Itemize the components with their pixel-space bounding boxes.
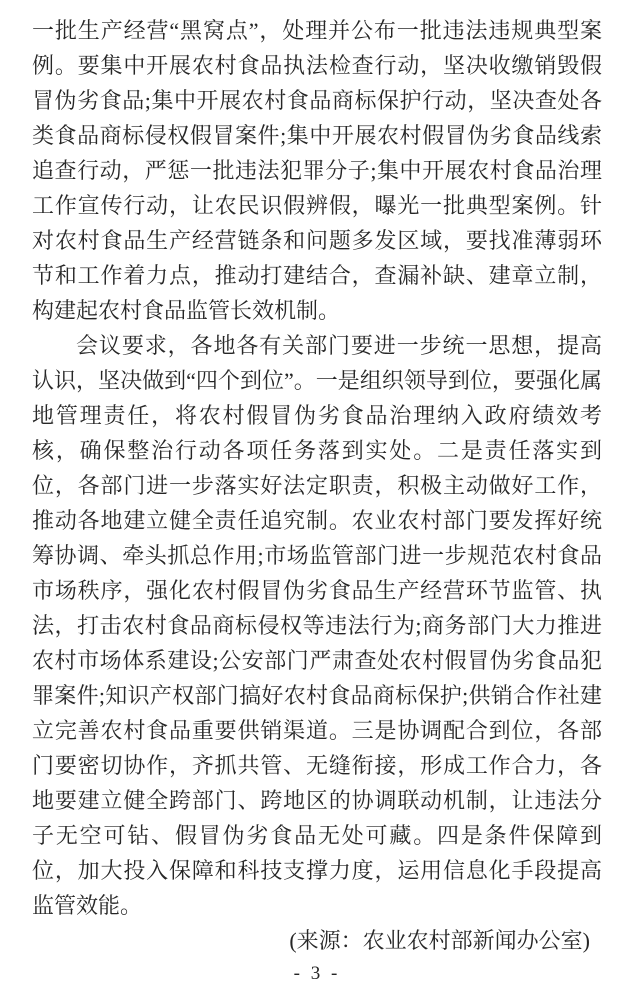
body-paragraph-1: 一批生产经营“黑窝点”，处理并公布一批违法违规典型案例。要集中开展农村食品执法检查行动，坚决收缴销毁假冒伪劣食品;集中开展农村食品商标保护行动，坚决查处各类食品商标侵权假冒案件;集中开展农村假冒伪劣食品线索追查行动，严惩一批违法犯罪分子;集中开展农村食品治理工作宣传行动，让农民识假辨假，曝光一批典型案例。针对农村食品生产经营链条和问题多发区域，要找准薄弱环节和工作着力点，推动打建结合，查漏补缺、建章立制，构建起农村食品监管长效机制。 (32, 18, 602, 323)
page-number: - 3 - (293, 963, 341, 984)
body-paragraph-2: 会议要求，各地各有关部门要进一步统一思想，提高认识，坚决做到“四个到位”。一是组织领导到位，要强化属地管理责任，将农村假冒伪劣食品治理纳入政府绩效考核，确保整治行动各项任务落到实处。二是责任落实到位，各部门进一步落实好法定职责，积极主动做好工作，推动各地建立健全责任追究制。农业农村部门要发挥好统筹协调、牵头抓总作用;市场监管部门进一步规范农村食品市场秩序，强化农村假冒伪劣食品生产经营环节监管、执法，打击农村食品商标侵权等违法行为;商务部门大力推进农村市场体系建设;公安部门严肃查处农村假冒伪劣食品犯罪案件;知识产权部门搞好农村食品商标保护;供销合作社建立完善农村食品重要供销渠道。三是协调配合到位，各部门要密切协作，齐抓共管、无缝衔接，形成工作合力，各地要建立健全跨部门、跨地区的协调联动机制，让违法分子无空可钻、假冒伪劣食品无处可藏。四是条件保障到位，加大投入保障和科技支撑力度，运用信息化手段提高监管效能。 (32, 333, 602, 918)
source-attribution: (来源：农业农村部新闻办公室) (289, 928, 590, 953)
